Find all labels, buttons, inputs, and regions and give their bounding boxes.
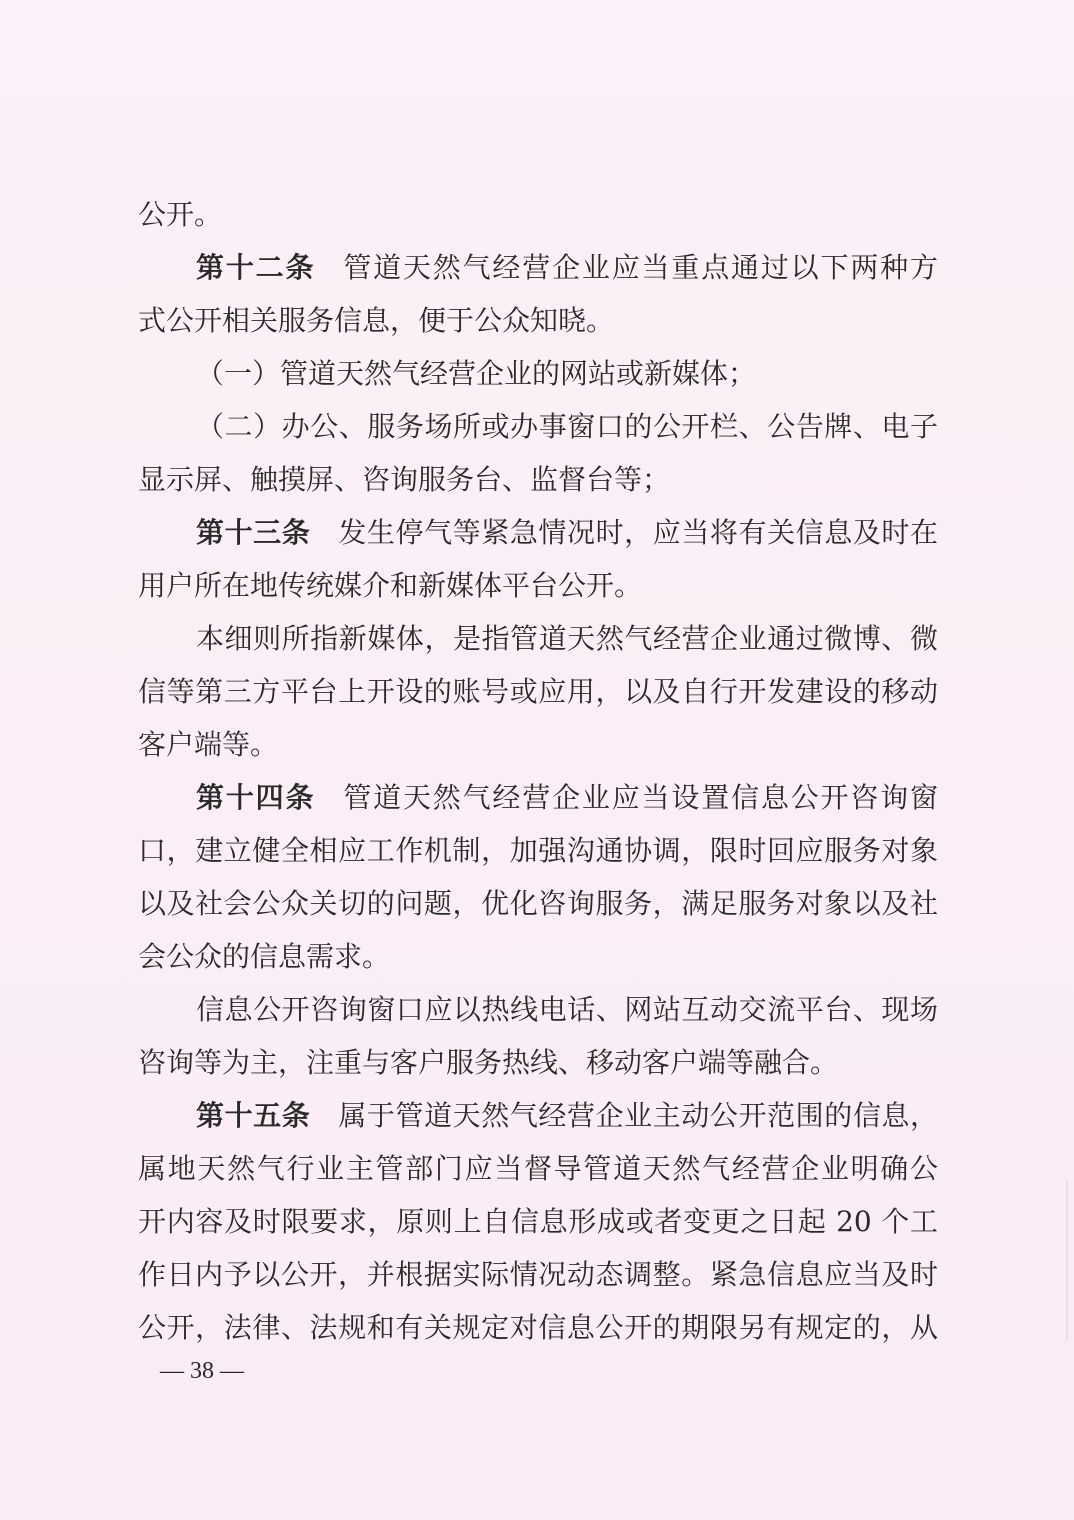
text-span: 管道天然气经营企业应当重点通过以下两种方 xyxy=(343,251,938,284)
text-span: 发生停气等紧急情况时，应当将有关信息及时在 xyxy=(338,516,938,549)
page-number: — 38 — xyxy=(160,1358,244,1384)
article-15-line xyxy=(138,1089,938,1142)
text-line: （二）办公、服务场所或办事窗口的公开栏、公告牌、电子 xyxy=(196,410,938,443)
text-line: 式公开相关服务信息，便于公众知晓。 xyxy=(138,304,615,337)
article-15-heading: 第十五条 xyxy=(196,1099,311,1132)
text-span: 属于管道天然气经营企业主动公开范围的信息， xyxy=(338,1099,938,1132)
article-12-line xyxy=(138,241,938,294)
text-line: 以及社会公众关切的问题，优化咨询服务，满足服务对象以及社 xyxy=(138,887,938,920)
text-line: 公开，法律、法规和有关规定对信息公开的期限另有规定的，从 xyxy=(138,1311,938,1344)
text-line: 开内容及时限要求，原则上自信息形成或者变更之日起 20 个工 xyxy=(138,1205,938,1238)
text-line: 会公众的信息需求。 xyxy=(138,940,391,973)
text-span: 管道天然气经营企业应当设置信息公开咨询窗 xyxy=(343,781,938,814)
text-line: 用户所在地传统媒介和新媒体平台公开。 xyxy=(138,569,643,602)
article-13-heading: 第十三条 xyxy=(196,516,311,549)
text-line: 咨询等为主，注重与客户服务热线、移动客户端等融合。 xyxy=(138,1046,839,1079)
text-line: 公开。 xyxy=(138,198,223,231)
text-line: （一）管道天然气经营企业的网站或新媒体； xyxy=(196,357,757,390)
text-line: 信等第三方平台上开设的账号或应用，以及自行开发建设的移动 xyxy=(138,675,938,708)
text-line: 属地天然气行业主管部门应当督导管道天然气经营企业明确公 xyxy=(138,1152,938,1185)
text-line: 信息公开咨询窗口应以热线电话、网站互动交流平台、现场 xyxy=(196,993,938,1026)
article-13-line xyxy=(138,506,938,559)
text-line: 本细则所指新媒体，是指管道天然气经营企业通过微博、微 xyxy=(196,622,938,655)
article-14-heading: 第十四条 xyxy=(196,781,316,814)
article-14-line xyxy=(138,771,938,824)
text-line: 口，建立健全相应工作机制，加强沟通协调，限时回应服务对象 xyxy=(138,834,938,867)
text-line: 作日内予以公开，并根据实际情况动态调整。紧急信息应当及时 xyxy=(138,1258,938,1291)
scan-edge-mark xyxy=(1066,1180,1068,1340)
article-12-heading: 第十二条 xyxy=(196,251,316,284)
text-line: 客户端等。 xyxy=(138,728,279,761)
document-body xyxy=(138,188,938,1354)
text-line: 显示屏、触摸屏、咨询服务台、监督台等； xyxy=(138,463,671,496)
